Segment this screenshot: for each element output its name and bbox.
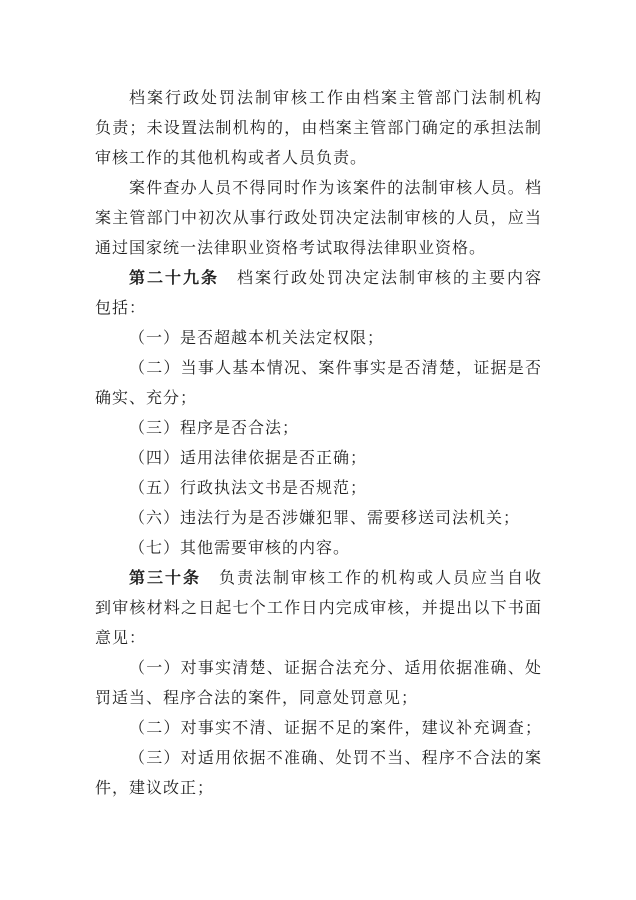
text-line: 罚适当、程序合法的案件，同意处罚意见； xyxy=(95,688,419,707)
article-30-line xyxy=(95,563,542,593)
list-item: （一）是否超越本机关法定权限； xyxy=(129,328,385,347)
document-page xyxy=(95,83,542,803)
list-item: （五）行政执法文书是否规范； xyxy=(129,478,368,497)
article-29-line xyxy=(95,263,542,293)
list-item: （一）对事实清楚、证据合法充分、适用依据准确、处 xyxy=(129,658,542,677)
article-30-text: 负责法制审核工作的机构或人员应当自收 xyxy=(201,568,542,587)
list-item: （四）适用法律依据是否正确； xyxy=(129,448,368,467)
text-line: 档案行政处罚法制审核工作由档案主管部门法制机构 xyxy=(129,88,542,107)
text-line: 案主管部门中初次从事行政处罚决定法制审核的人员，应当 xyxy=(95,208,542,227)
list-item: （三）对适用依据不准确、处罚不当、程序不合法的案 xyxy=(129,748,542,767)
text-line: 包括： xyxy=(95,298,147,317)
text-line: 案件查办人员不得同时作为该案件的法制审核人员。档 xyxy=(129,178,542,197)
text-line: 确实、充分； xyxy=(95,388,198,407)
article-30-heading: 第三十条 xyxy=(129,568,201,587)
list-item: （七）其他需要审核的内容。 xyxy=(129,538,351,557)
list-item: （二）当事人基本情况、案件事实是否清楚，证据是否 xyxy=(129,358,542,377)
list-item: （三）程序是否合法； xyxy=(129,418,300,437)
text-line: 意见： xyxy=(95,628,147,647)
list-item: （二）对事实不清、证据不足的案件，建议补充调查； xyxy=(129,718,542,737)
article-29-text: 档案行政处罚决定法制审核的主要内容 xyxy=(219,268,542,287)
text-line: 到审核材料之日起七个工作日内完成审核，并提出以下书面 xyxy=(95,598,542,617)
text-line: 件，建议改正； xyxy=(95,778,215,797)
article-29-heading: 第二十九条 xyxy=(129,268,219,287)
list-item: （六）违法行为是否涉嫌犯罪、需要移送司法机关； xyxy=(129,508,521,527)
text-line: 负责；未设置法制机构的，由档案主管部门确定的承担法制 xyxy=(95,118,542,137)
text-line: 审核工作的其他机构或者人员负责。 xyxy=(95,148,368,167)
text-line: 通过国家统一法律职业资格考试取得法律职业资格。 xyxy=(95,238,487,257)
